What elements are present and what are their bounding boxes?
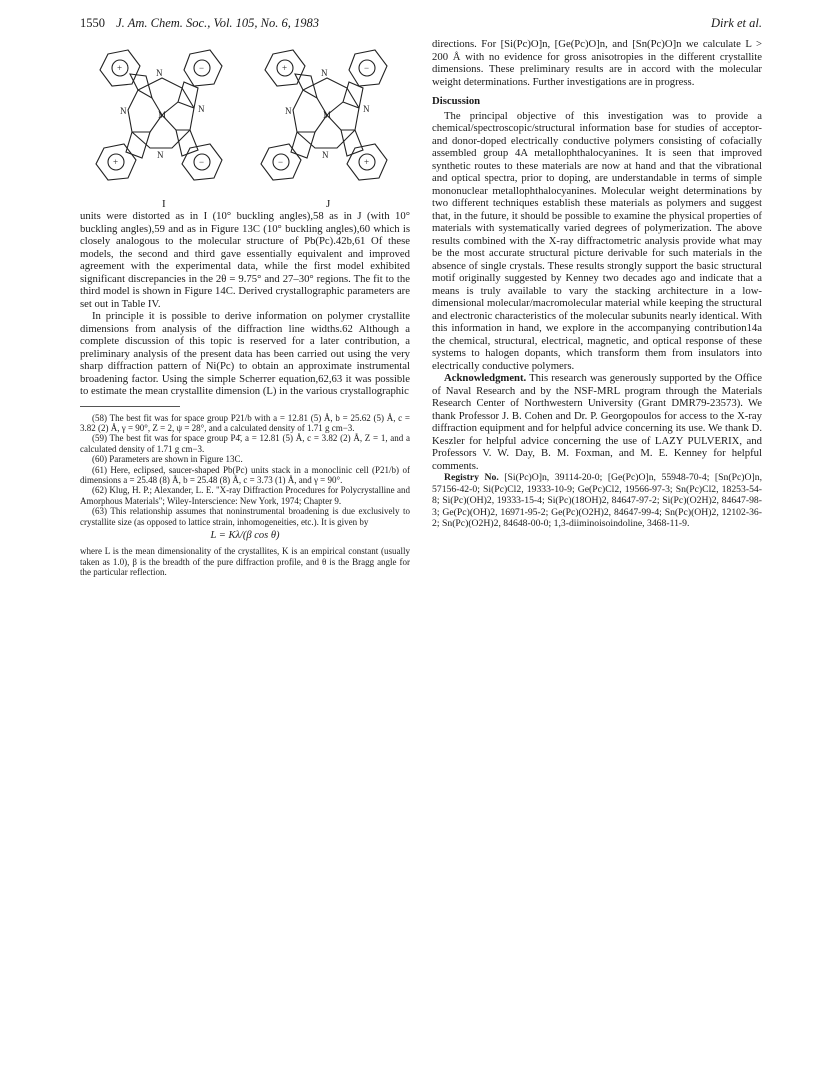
svg-text:−: − xyxy=(199,157,205,167)
footnote: (63) This relationship assumes that noninstrumental broadening is due exclusively to crystallite size (as opposed to lattice strain, inhomogeneities, etc.). It is given by xyxy=(80,506,410,527)
svg-text:−: − xyxy=(364,63,370,73)
svg-text:N: N xyxy=(285,106,292,116)
svg-text:N: N xyxy=(198,104,205,114)
body-paragraph: directions. For [Si(Pc)O]n, [Ge(Pc)O]n, and [Sn(Pc)O]n we calculate L > 200 Å with no evidence for gross anisotropies in the different crystallite dimensions. These preliminary results are in accord with the molecular weight determinations. Further investigations are in progress. xyxy=(432,38,762,88)
left-column xyxy=(80,40,410,578)
figure-label-j: J xyxy=(326,198,331,210)
svg-text:N: N xyxy=(120,106,127,116)
footnote-divider xyxy=(80,406,180,407)
running-header xyxy=(80,16,762,34)
svg-text:N: N xyxy=(156,68,163,78)
registry-numbers xyxy=(432,472,762,530)
center-metal-label: M xyxy=(323,110,332,120)
center-metal-label: M xyxy=(158,110,167,120)
footnote-continuation: where L is the mean dimensionality of the crystallites, K is an empirical constant (usually taken as 1.0), β is the breadth of the pure diffraction profile, and θ is the Bragg angle for the particular reflection. xyxy=(80,546,410,578)
svg-text:+: + xyxy=(113,157,119,167)
page-number: 1550 xyxy=(80,16,105,30)
acknowledgment xyxy=(432,372,762,472)
svg-text:+: + xyxy=(117,63,123,73)
section-heading: Discussion xyxy=(432,95,481,107)
footnote: (62) Klug, H. P.; Alexander, L. E. "X-ray Diffraction Procedures for Polycrystalline and Amorphous Materials"; Wiley-Interscience: New York, 1974; Chapter 9. xyxy=(80,485,410,506)
svg-text:+: + xyxy=(282,63,288,73)
svg-text:+: + xyxy=(364,157,370,167)
structure-j-diagram xyxy=(255,40,400,190)
svg-text:−: − xyxy=(278,157,284,167)
footnote: (59) The best fit was for space group P4̄, a = 12.81 (5) Å, c = 3.82 (2) Å, Z = 1, and a calculated density of 1.71 g cm−3. xyxy=(80,433,410,454)
body-paragraph: In principle it is possible to derive information on polymer crystallite dimensions from analysis of the diffraction line widths.62 Although a complete discussion of this topic is reserved for a later contribution, a preliminary analysis of the present data has been carried out using the very sharp diffraction pattern of Ni(Pc) to obtain an approximate instrumental broadening factor. Using the simple Scherrer equation,62,63 it was possible to estimate the mean crystallite dimension (L) in the various crystallographic xyxy=(80,310,410,397)
svg-text:N: N xyxy=(322,150,329,160)
footnote: (61) Here, eclipsed, saucer-shaped Pb(Pc) units stack in a monoclinic cell (P21/b) of dimensions a = 25.48 (8) Å, b = 25.48 (8) Å, c = 3.73 (1) Å, and γ = 90°. xyxy=(80,464,410,485)
scherrer-equation: L = Kλ/(β cos θ) xyxy=(210,529,280,541)
journal-citation: J. Am. Chem. Soc., Vol. 105, No. 6, 1983 xyxy=(116,16,320,30)
structure-figure xyxy=(80,40,410,210)
svg-text:N: N xyxy=(363,104,370,114)
structure-i-diagram xyxy=(90,40,235,190)
discussion-paragraph: The principal objective of this investigation was to provide a chemical/spectroscopic/structural information base for studies of acceptor- and donor-doped electrically conductive polymers consisting of cofacially assembled group 4A metallophthalocyanines. It is seen that improved synthetic routes to these materials are now at hand and that the vibrational and optical spectra, prior to doping, are understandable in terms of simple mononuclear metallophthalocyanines. Molecular weight determinations by two different techniques establish these materials as polymers and suggest that, in the future, it should be possible to examine the physical properties of materials with systematically varied degrees of polymerization. The above results combined with the X-ray diffractometric analysis provide what may be the most accurate structural picture derivable for such materials in the absence of single crystals. These results strongly support the basic structural motif originally suggested by Kenney two decades ago and indicate that a means is truly available to vary the stacking architecture in a low-dimensional molecular/macromolecular material while keeping the structural and electronic characteristics of the molecular subunits nearly identical. With this information in hand, we explore in the accompanying contribution14a the chemical, structural, electrical, magnetic, and optical response of these systems to halogen dopants, which transform them from insulators into electrically conductive polymers. xyxy=(432,109,762,372)
right-column xyxy=(432,38,762,530)
svg-text:N: N xyxy=(157,150,164,160)
running-authors: Dirk et al. xyxy=(710,16,762,30)
svg-text:N: N xyxy=(321,68,328,78)
registry-heading: Registry No. xyxy=(444,472,499,483)
acknowledgment-text: This research was generously supported by the Office of Naval Research and by the NSF-MRL program through the Materials Research Center of Northwestern University (Grant DMR79-23573). We thank Professor J. B. Cohen and Dr. P. Georgopoulos for access to the X-ray diffraction equipment and for helpful advice concerning its use. We thank D. Keszler for helpful advice concerning the use of LAZY PULVERIX, and Professors V. W. Day, B. M. Foxman, and M. E. Kenney for helpful comments. xyxy=(432,372,762,472)
figure-label-i: I xyxy=(162,198,166,210)
body-paragraph: units were distorted as in I (10° buckling angles),58 as in J (with 10° buckling angles),59 and as in Figure 13C (10° buckling angles),60 which is closely analogous to the molecular structure of Pb(Pc).42b,61 Of these models, the second and third gave essentially equivalent and improved agreement with the experimental data, while the first model exhibited significant discrepancies in the 2θ = 9.75° and 27–30° regions. The fit to the third model is shown in Figure 14C. Derived crystallographic parameters are set out in Table IV. xyxy=(80,210,410,310)
footnote: (58) The best fit was for space group P21/b with a = 12.81 (5) Å, b = 25.62 (5) Å, c = 3.82 (2) Å, γ = 90°, Z = 2, ψ = 28°, and a calculated density of 1.71 g cm−3. xyxy=(80,412,410,433)
acknowledgment-heading: Acknowledgment. xyxy=(444,372,527,384)
footnote: (60) Parameters are shown in Figure 13C. xyxy=(92,454,243,465)
registry-text: [Si(Pc)O]n, 39114-20-0; [Ge(Pc)O]n, 55948-70-4; [Sn(Pc)O]n, 57156-42-0; Si(Pc)Cl2, 19333-10-9; Ge(Pc)Cl2, 19566-97-3; Sn(Pc)Cl2, 18253-54-8; Si(Pc)(OH)2, 19333-15-4; Si(Pc)(18OH)2, 84647-97-2; Si(Pc)(O2H)2, 84647-98-3; Ge(Pc)(OH)2, 16971-95-2; Ge(Pc)(O2H)2, 84647-99-4; Sn(Pc)(OH)2, 12102-36-2; Sn(Pc)(O2H)2, 84648-00-0; 1,3-diiminoisoindoline, 3468-11-9. xyxy=(432,472,763,530)
svg-text:−: − xyxy=(199,63,205,73)
